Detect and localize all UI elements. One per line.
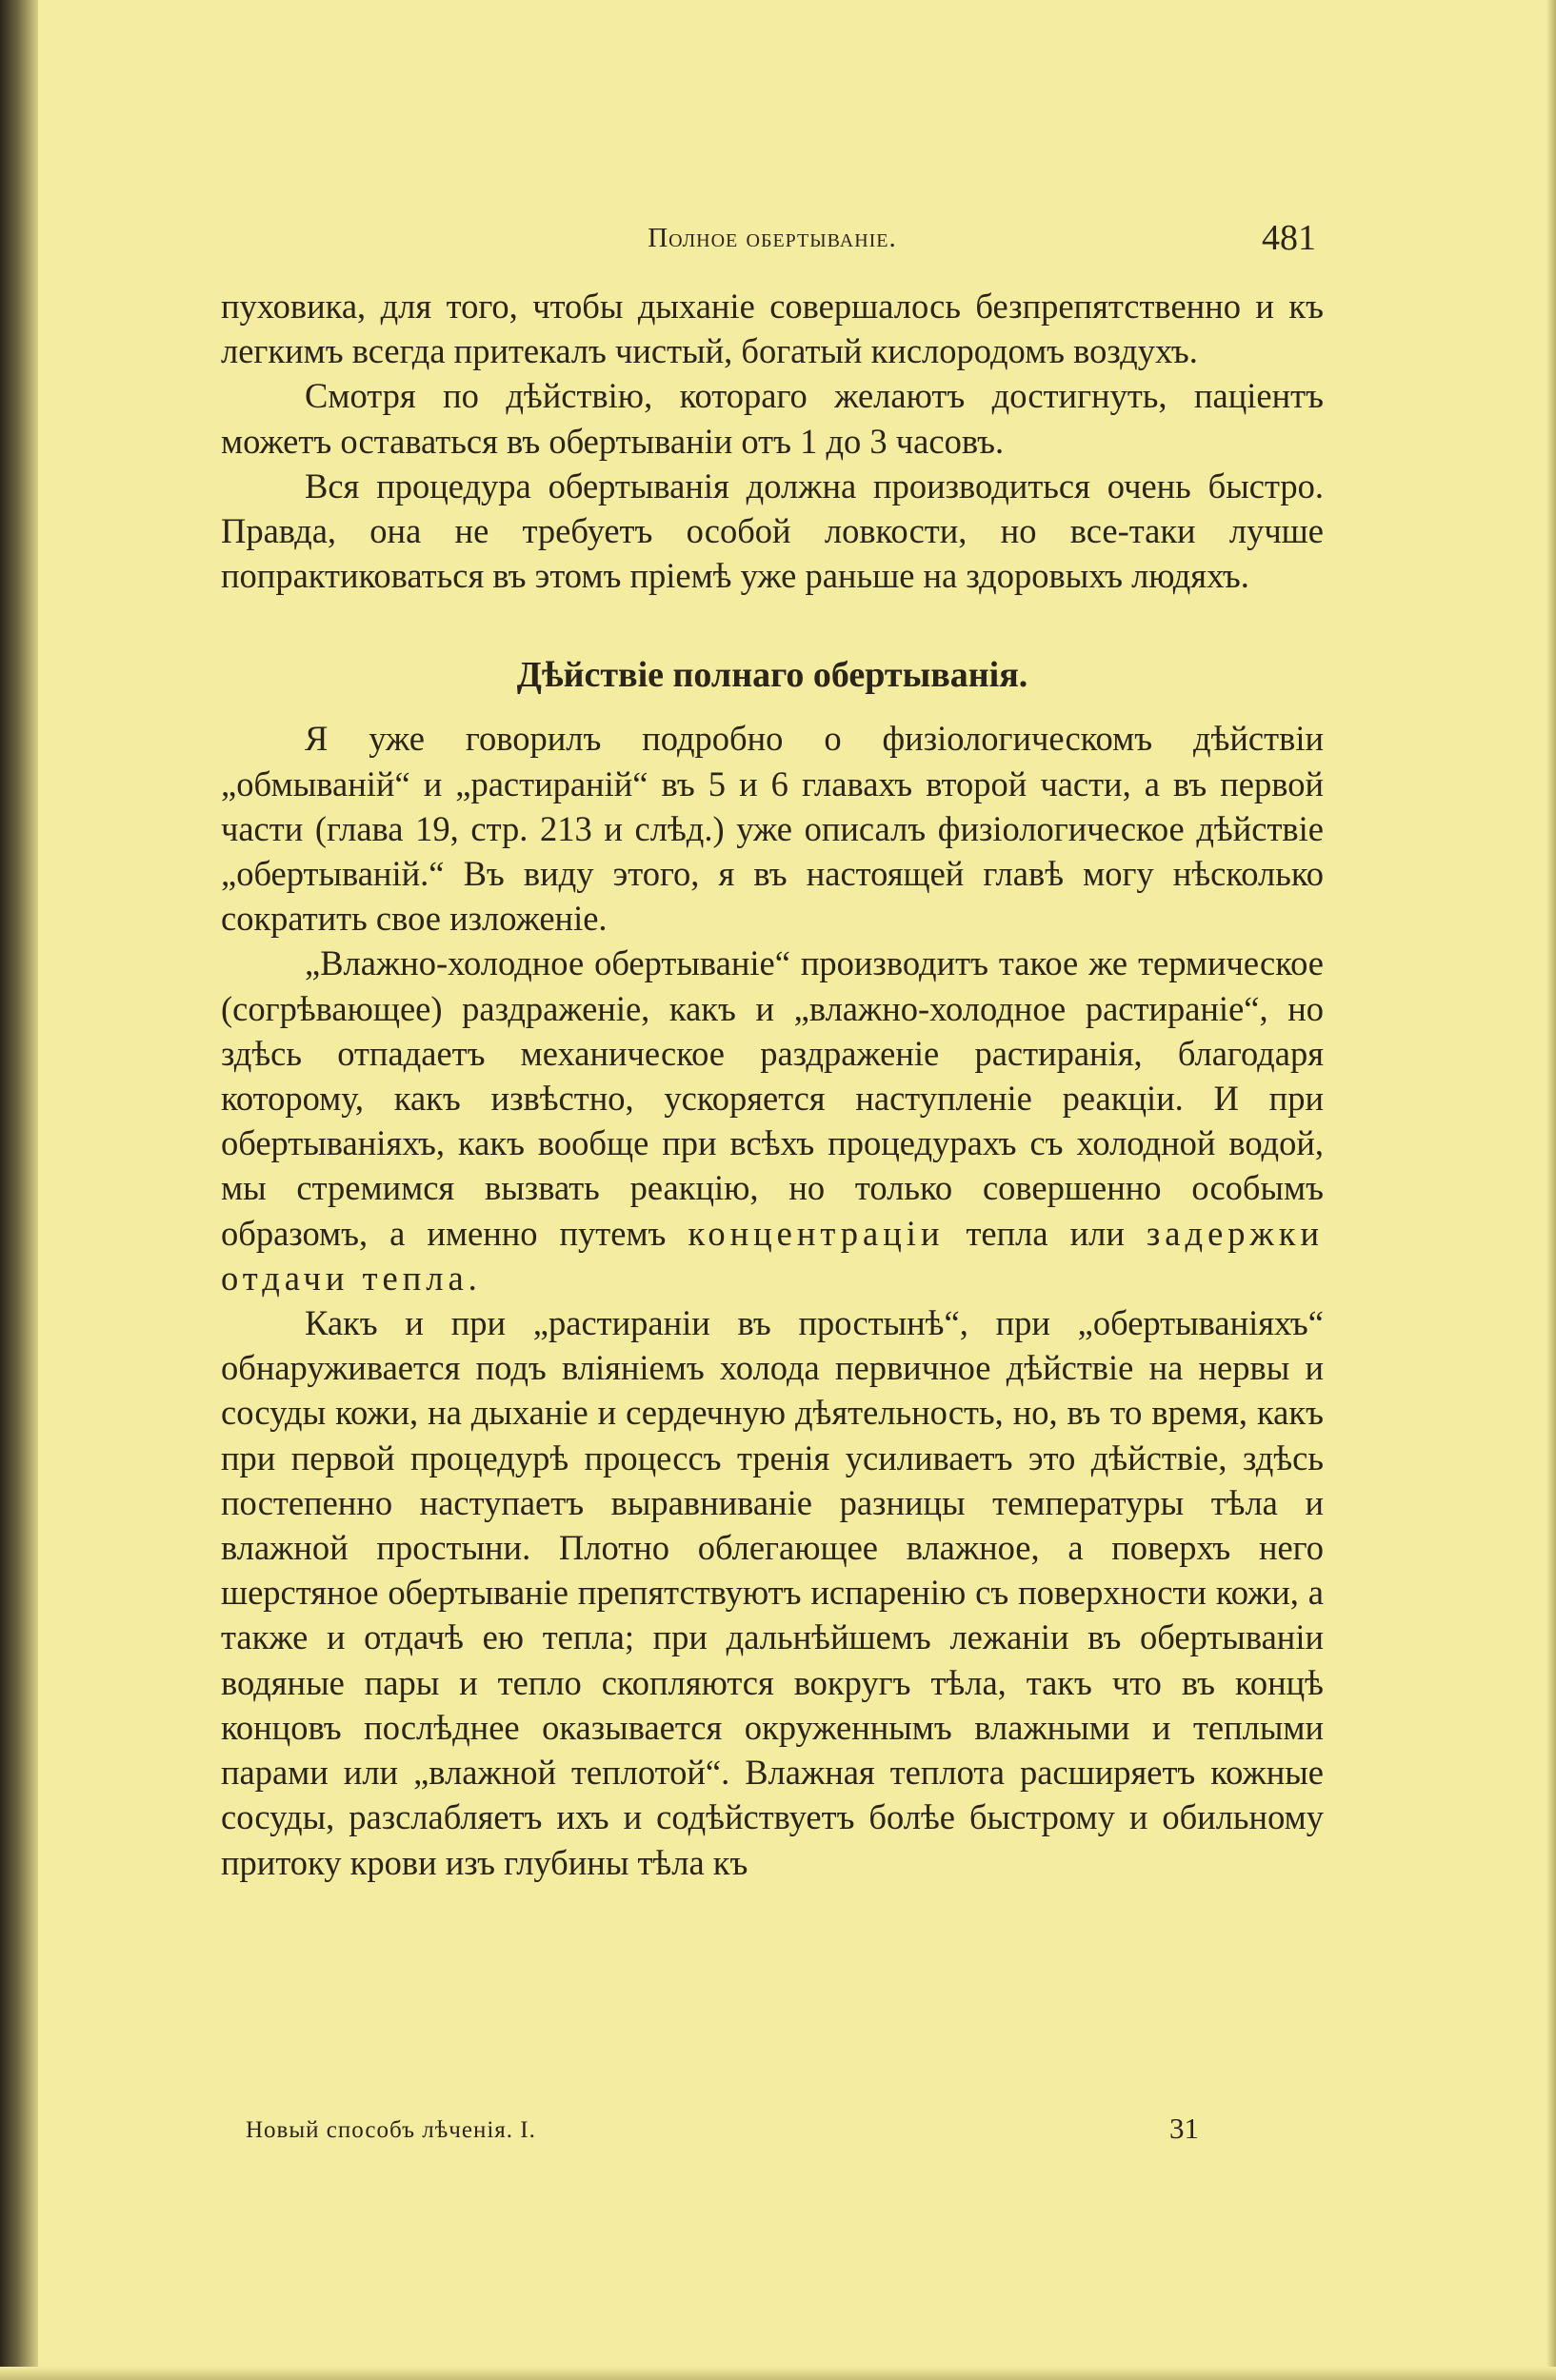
paragraph-6: Какъ и при „растираніи въ простынѣ“, при „обертываніяхъ“ обнаруживается подъ вліяніемъ холода первичное дѣйствіе на нервы и сосуды кожи, на дыханіе и сердечную дѣятельность, но, въ то время, какъ при первой процедурѣ процессъ тренія усиливаетъ это дѣйствіе, здѣсь постепенно наступаетъ выравниваніе разницы температуры тѣла и влажной простыни. Плотно облегающее влажное, а поверхъ него шерстяное обертываніе препятствуютъ испаренію съ поверхности кожи, а также и отдачѣ ею тепла; при дальнѣйшемъ лежаніи въ обертываніи водяные пары и тепло скопляются вокругъ тѣла, такъ что въ концѣ концовъ послѣднее оказывается окруженнымъ влажными и теплыми парами или „влажной теплотой“. Влажная теплота расширяетъ кожные сосуды, разслабляетъ ихъ и содѣйствуетъ болѣе быстрому и обильному притоку крови изъ глубины тѣла къ [221,1303,1324,1882]
running-title: Полное обертываніе. [648,223,897,253]
body-text [221,284,1324,1885]
running-head [221,217,1324,274]
binding-shadow [0,0,38,2380]
paragraph-5-text: „Влажно-холодное обертываніе“ производитъ такое же термическое (согрѣвающее) раздраженіе, какъ и „влажно-холодное растираніе“, но здѣсь отпадаетъ механическое раздраженіе растиранія, благодаря которому, какъ извѣстно, ускоряется наступленіе реакціи. И при обертываніяхъ, какъ вообще при всѣхъ процедурахъ съ холодной водой, мы стремимся вызвать реакцію, но только совершенно особымъ образомъ, а именно путемъ [221,943,1324,1253]
page-edge-right [1546,0,1556,2380]
section-heading: Дѣйствіе полнаго обертыванія. [516,655,1028,696]
signature-mark: 31 [1169,2112,1199,2145]
paragraph-5-mid: тепла или [944,1213,1147,1253]
paragraph-2: Смотря по дѣйствію, котораго желаютъ достигнуть, паціентъ можетъ оставаться въ обертываніи отъ 1 до 3 часовъ. [221,376,1324,461]
text-block [221,217,1324,1885]
spaced-emphasis-2: задержки отдачи тепла. [221,1213,1324,1298]
paragraph-1: пуховика, для того, чтобы дыханіе совершалось безпрепятственно и къ легкимъ всегда притекалъ чистый, богатый кислородомъ воздухъ. [221,287,1324,371]
footer-book-title: Новый способъ лѣченія. I. [246,2117,536,2143]
page-number: 481 [1262,218,1316,258]
page-footer [246,2112,1198,2150]
paragraph-3: Вся процедура обертыванія должна производиться очень быстро. Правда, она не требуетъ особой ловкости, но все-таки лучше попрактиковаться въ этомъ пріемѣ уже раньше на здоровыхъ людяхъ. [221,466,1324,596]
paragraph-4: Я уже говорилъ подробно о физіологическомъ дѣйствіи „обмываній“ и „растираній“ въ 5 и 6 главахъ второй части, а въ первой части (глава 19, стр. 213 и слѣд.) уже описалъ физіологическое дѣйствіе „обертываній.“ Въ виду этого, я въ настоящей главѣ могу нѣсколько сократить свое изложеніе. [221,719,1324,939]
spaced-emphasis-1: концентраціи [688,1213,945,1253]
page-edge-bottom [0,2367,1556,2380]
paragraph-5 [221,941,1324,1300]
